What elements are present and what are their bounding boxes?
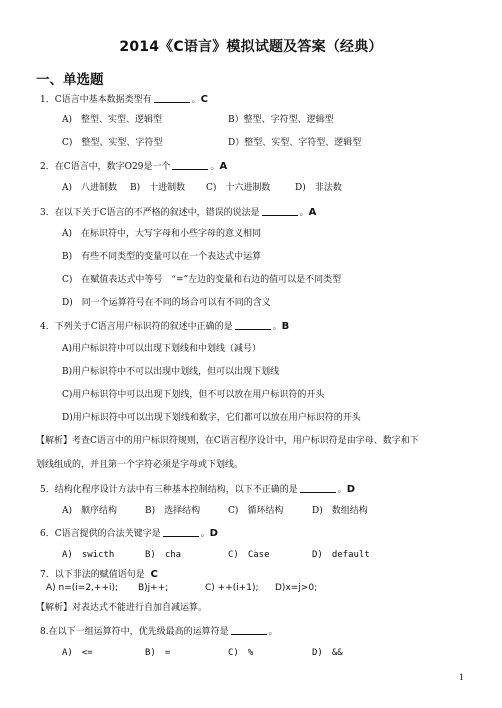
option-a: A) swicth [62,550,115,560]
option-b: B) cha [145,550,182,560]
option-a: A)用户标识符中可以出现下划线和中划线（减号） [62,344,262,354]
question-stem: 3．在以下关于C语言的不严格的叙述中，错误的说法是 [40,208,260,218]
option-c: C) Case [228,550,270,560]
option-c: C)用户标识符中可以出现下划线，但不可以放在用户标识符的开头 [62,390,325,400]
question-stem: 7．以下非法的赋值语句是 [40,570,145,580]
answer-key: C [150,569,158,580]
option-a: A) 整型、实型、逻辑型 [62,115,163,125]
page-title: 2014《C语言》模拟试题及答案（经典） [119,39,383,55]
question-stem: 1．C语言中基本数据类型有 [40,95,152,105]
question-stem: 6．C语言提供的合法关键字是 [40,529,161,539]
option-b: B) = [145,648,171,658]
option-d: D)用户标识符中可以出现下划线和数字，它们都可以放在用户标识符的开头 [62,413,361,423]
answer-blank [231,625,267,635]
page-number: 1 [458,673,464,682]
question-4: 4．下列关于C语言用户标识符的叙述中正确的是 。B [40,321,290,332]
question-8: 8.在以下一组运算符中，优先级最高的运算符是 。 [40,627,278,637]
option-c: C) 循环结构 [228,506,284,516]
option-c: C) 整型、实型、字符型 [62,138,163,148]
question-stem: 5．结构化程序设计方法中有三种基本控制结构，以下不正确的是 [40,485,298,495]
option-c: C) 在赋值表达式中等号 “=”左边的变量和右边的值可以是不同类型 [62,275,342,285]
question-stem: 8.在以下一组运算符中，优先级最高的运算符是 [40,627,229,637]
question-stem: 2．在C语言中，数字O29是一个 [40,162,171,172]
question-2: 2．在C语言中，数字O29是一个 。A [40,161,228,172]
answer-blank [154,93,190,103]
option-b: B)用户标识符中不可以出现中划线，但可以出现下划线 [62,367,280,377]
question-1: 1．C语言中基本数据类型有 。C [40,94,208,105]
option-c: C) ++(i+1); [205,583,259,593]
option-a: A) 在标识符中，大写字母和小些字母的意义相同 [62,229,262,239]
explanation-line: 【解析】考查C语言中的用户标识符规则，在C语言程序设计中，用户标识符是由字母、数字和下 [36,436,419,446]
answer-blank [300,483,336,493]
answer-key: C [200,94,208,105]
question-5: 5．结构化程序设计方法中有三种基本控制结构，以下不正确的是 。D [40,484,356,495]
question-6: 6．C语言提供的合法关键字是 。D [40,528,218,539]
option-d: D) 同一个运算符号在不同的场合可以有不同的含义 [62,298,271,308]
option-a: A) 顺序结构 [62,506,118,516]
section-heading: 一、单选题 [36,72,104,88]
option-d: D) 数组结构 [312,506,368,516]
answer-key: D [209,528,218,539]
answer-key: D [346,484,356,495]
option-d: D) && [312,648,343,658]
option-d: D)x=j>0; [275,583,318,593]
option-b: B) 选择结构 [145,506,201,516]
option-d: D) 非法数 [295,183,342,193]
question-7 [40,569,158,581]
answer-key: A [308,207,317,218]
question-3: 3．在以下关于C语言的不严格的叙述中，错误的说法是 。A [40,207,317,218]
answer-key: B [281,321,290,332]
option-a: A) 八进制数 [62,183,118,193]
option-a: A) n=(i=2,++i); [46,583,119,593]
option-b: B）整型、字符型、逻辑型 [228,115,334,125]
option-a: A) <= [62,648,93,658]
answer-blank [163,527,199,537]
explanation-line: 划线组成的，并且第一个字符必须是字母或下划线。 [36,460,244,470]
option-d: D）整型、实型、字符型、逻辑型 [228,138,362,148]
option-c: C) 十六进制数 [206,183,271,193]
option-d: D) default [312,550,370,560]
answer-blank [235,320,271,330]
question-stem: 4．下列关于C语言用户标识符的叙述中正确的是 [40,322,233,332]
option-b: B) 十进制数 [130,183,186,193]
answer-blank [262,206,298,216]
option-b: B) 有些不同类型的变量可以在一个表达式中运算 [62,252,262,262]
answer-key: A [219,161,228,172]
answer-blank [172,160,208,170]
option-b: B)j++; [138,583,169,593]
option-c: C) % [228,648,254,658]
explanation-line: 【解析】对表达式不能进行自加自减运算。 [36,603,208,613]
